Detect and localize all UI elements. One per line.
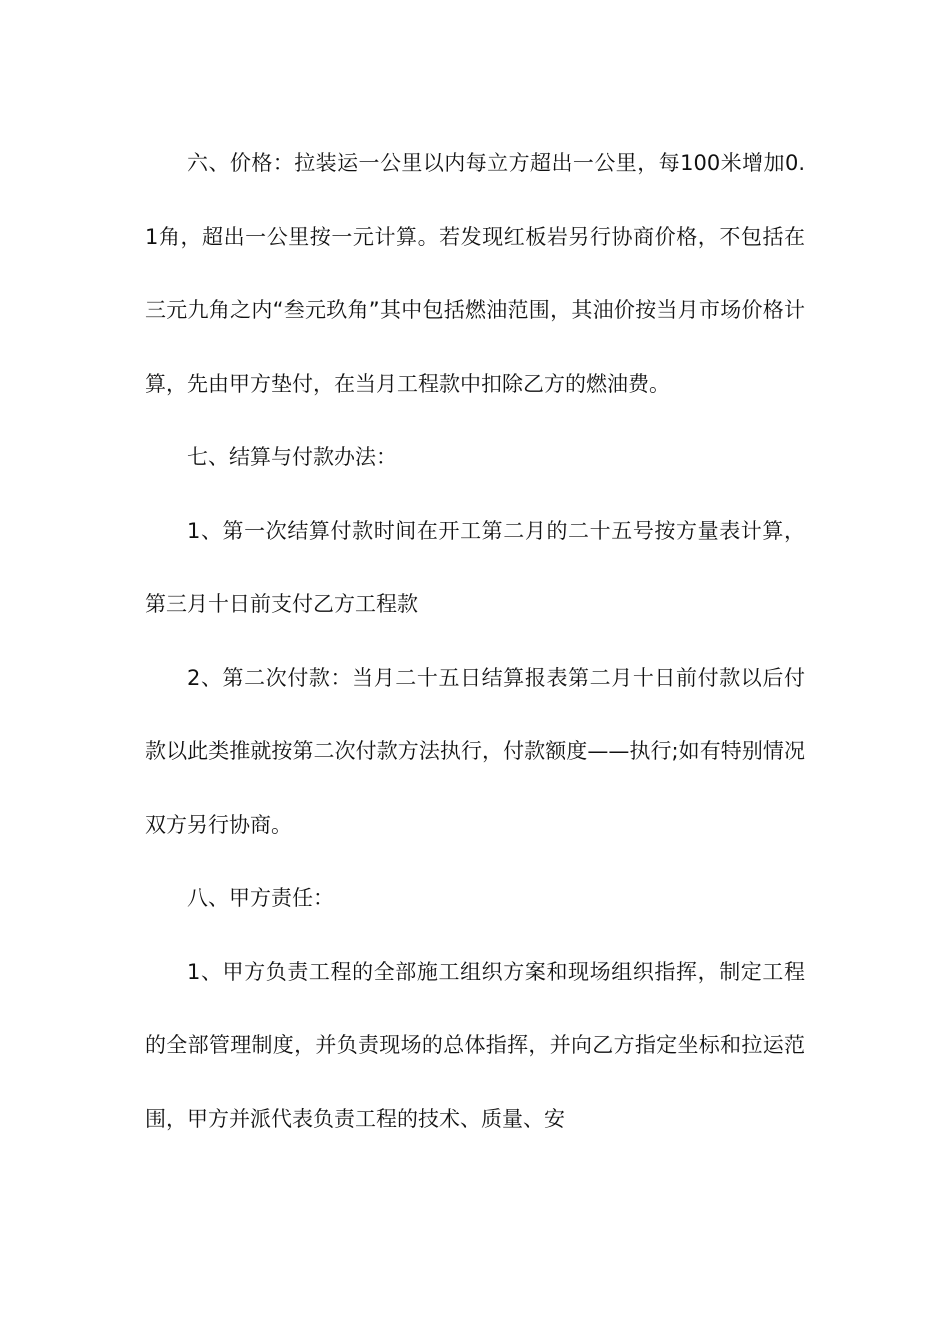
heading-settlement-payment: 七、结算与付款办法：	[187, 445, 397, 469]
paragraph-second-payment: 2、第二次付款：当月二十五日结算报表第二月十日前付款以后付款以此类推就按第二次付款方法执行，付款额度——执行;如有特别情况双方另行协商。	[145, 665, 805, 837]
document-body	[145, 127, 805, 1156]
paragraph-price: 六、价格：拉装运一公里以内每立方超出一公里，每100米增加0.1角，超出一公里按一元计算。若发现红板岩另行协商价格，不包括在三元九角之内“叁元玖角”其中包括燃油范围，其油价按当月市场价格计算，先由甲方垫付，在当月工程款中扣除乙方的燃油费。	[145, 151, 805, 396]
paragraph-party-a-duty-1: 1、甲方负责工程的全部施工组织方案和现场组织指挥，制定工程的全部管理制度，并负责现场的总体指挥，并向乙方指定坐标和拉运范围，甲方并派代表负责工程的技术、质量、安	[145, 959, 805, 1131]
heading-party-a-responsibility: 八、甲方责任：	[187, 886, 334, 910]
paragraph-first-payment: 1、第一次结算付款时间在开工第二月的二十五号按方量表计算，第三月十日前支付乙方工程款	[145, 518, 805, 616]
